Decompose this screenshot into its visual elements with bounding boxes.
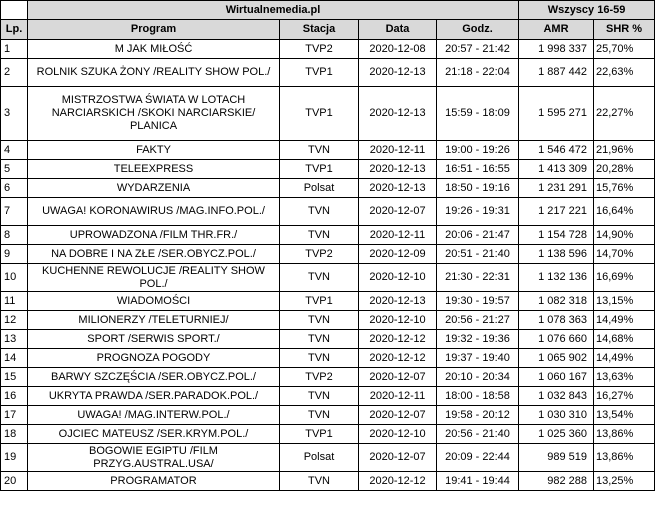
table-row [1,368,655,387]
cell-stacja: TVP2 [280,368,359,387]
cell-shr: 22,63% [594,59,655,87]
cell-godz: 20:56 - 21:27 [437,311,519,330]
cell-godz: 21:30 - 22:31 [437,264,519,292]
col-header-shr: SHR % [594,20,655,40]
cell-stacja: TVN [280,330,359,349]
cell-lp: 13 [1,330,28,349]
col-header-program: Program [28,20,280,40]
column-header-row [1,20,655,40]
cell-data: 2020-12-13 [359,179,437,198]
cell-data: 2020-12-10 [359,425,437,444]
cell-lp: 4 [1,141,28,160]
cell-amr: 1 413 309 [519,160,594,179]
cell-program: TELEEXPRESS [28,160,280,179]
cell-amr: 1 076 660 [519,330,594,349]
cell-program: OJCIEC MATEUSZ /SER.KRYM.POL./ [28,425,280,444]
cell-stacja: TVP1 [280,87,359,141]
cell-lp: 20 [1,472,28,491]
header-row-top [1,1,655,20]
cell-lp: 3 [1,87,28,141]
cell-shr: 13,54% [594,406,655,425]
cell-program: MISTRZOSTWA ŚWIATA W LOTACH NARCIARSKICH /SKOKI NARCIARSKIE/ PLANICA [28,87,280,141]
cell-program: UPROWADZONA /FILM THR.FR./ [28,226,280,245]
cell-data: 2020-12-07 [359,368,437,387]
cell-shr: 13,25% [594,472,655,491]
cell-shr: 20,28% [594,160,655,179]
cell-lp: 5 [1,160,28,179]
cell-lp: 16 [1,387,28,406]
cell-stacja: TVP1 [280,425,359,444]
cell-amr: 1 060 167 [519,368,594,387]
table-row [1,425,655,444]
cell-godz: 20:51 - 21:40 [437,245,519,264]
cell-program: PROGNOZA POGODY [28,349,280,368]
cell-stacja: TVN [280,264,359,292]
cell-stacja: TVN [280,406,359,425]
cell-data: 2020-12-09 [359,245,437,264]
cell-program: FAKTY [28,141,280,160]
cell-program: MILIONERZY /TELETURNIEJ/ [28,311,280,330]
cell-data: 2020-12-12 [359,349,437,368]
cell-data: 2020-12-10 [359,264,437,292]
cell-amr: 1 998 337 [519,40,594,59]
table-row [1,292,655,311]
cell-amr: 1 132 136 [519,264,594,292]
cell-stacja: TVN [280,226,359,245]
cell-program: ROLNIK SZUKA ŻONY /REALITY SHOW POL./ [28,59,280,87]
cell-stacja: TVN [280,387,359,406]
table-row [1,245,655,264]
cell-shr: 14,49% [594,349,655,368]
table-row [1,40,655,59]
cell-data: 2020-12-07 [359,406,437,425]
cell-shr: 13,15% [594,292,655,311]
cell-data: 2020-12-10 [359,311,437,330]
cell-shr: 16,27% [594,387,655,406]
cell-amr: 1 082 318 [519,292,594,311]
cell-lp: 9 [1,245,28,264]
cell-shr: 14,68% [594,330,655,349]
cell-shr: 16,64% [594,198,655,226]
cell-data: 2020-12-13 [359,59,437,87]
cell-program: SPORT /SERWIS SPORT./ [28,330,280,349]
table-row [1,349,655,368]
cell-shr: 13,86% [594,444,655,472]
blank-corner [1,1,28,20]
table-row [1,330,655,349]
cell-godz: 19:00 - 19:26 [437,141,519,160]
cell-amr: 989 519 [519,444,594,472]
cell-program: BARWY SZCZĘŚCIA /SER.OBYCZ.POL./ [28,368,280,387]
cell-lp: 1 [1,40,28,59]
cell-godz: 16:51 - 16:55 [437,160,519,179]
col-header-amr: AMR [519,20,594,40]
table-row [1,406,655,425]
cell-lp: 2 [1,59,28,87]
cell-stacja: TVP2 [280,245,359,264]
cell-godz: 21:18 - 22:04 [437,59,519,87]
cell-stacja: TVN [280,472,359,491]
cell-lp: 18 [1,425,28,444]
table-row [1,141,655,160]
col-header-data: Data [359,20,437,40]
cell-amr: 982 288 [519,472,594,491]
source-header: Wirtualnemedia.pl [28,1,519,20]
cell-data: 2020-12-13 [359,292,437,311]
table-row [1,264,655,292]
cell-lp: 10 [1,264,28,292]
cell-godz: 19:32 - 19:36 [437,330,519,349]
cell-program: M JAK MIŁOŚĆ [28,40,280,59]
cell-data: 2020-12-11 [359,387,437,406]
cell-data: 2020-12-11 [359,141,437,160]
cell-godz: 19:41 - 19:44 [437,472,519,491]
table-row [1,179,655,198]
cell-lp: 12 [1,311,28,330]
cell-godz: 15:59 - 18:09 [437,87,519,141]
table-body [1,40,655,491]
table-row [1,59,655,87]
cell-godz: 19:26 - 19:31 [437,198,519,226]
cell-amr: 1 030 310 [519,406,594,425]
cell-stacja: TVP2 [280,40,359,59]
cell-stacja: TVN [280,311,359,330]
cell-godz: 19:58 - 20:12 [437,406,519,425]
cell-godz: 19:30 - 19:57 [437,292,519,311]
cell-stacja: Polsat [280,179,359,198]
cell-data: 2020-12-07 [359,444,437,472]
col-header-stacja: Stacja [280,20,359,40]
cell-data: 2020-12-13 [359,87,437,141]
cell-program: WIADOMOŚCI [28,292,280,311]
cell-shr: 15,76% [594,179,655,198]
cell-lp: 11 [1,292,28,311]
cell-stacja: TVP1 [280,292,359,311]
cell-amr: 1 546 472 [519,141,594,160]
table-row [1,444,655,472]
cell-stacja: TVP1 [280,160,359,179]
table-row [1,87,655,141]
cell-shr: 14,49% [594,311,655,330]
table-row [1,226,655,245]
cell-program: UKRYTA PRAWDA /SER.PARADOK.POL./ [28,387,280,406]
cell-godz: 20:06 - 21:47 [437,226,519,245]
cell-stacja: TVN [280,141,359,160]
cell-lp: 19 [1,444,28,472]
cell-lp: 17 [1,406,28,425]
cell-shr: 21,96% [594,141,655,160]
cell-data: 2020-12-13 [359,160,437,179]
cell-data: 2020-12-12 [359,472,437,491]
cell-amr: 1 231 291 [519,179,594,198]
cell-shr: 25,70% [594,40,655,59]
cell-shr: 14,90% [594,226,655,245]
cell-godz: 20:56 - 21:40 [437,425,519,444]
cell-program: WYDARZENIA [28,179,280,198]
cell-stacja: TVN [280,198,359,226]
cell-godz: 18:00 - 18:58 [437,387,519,406]
cell-godz: 20:10 - 20:34 [437,368,519,387]
cell-amr: 1 078 363 [519,311,594,330]
col-header-godz: Godz. [437,20,519,40]
cell-stacja: TVN [280,349,359,368]
table-row [1,387,655,406]
cell-data: 2020-12-12 [359,330,437,349]
cell-program: UWAGA! KORONAWIRUS /MAG.INFO.POL./ [28,198,280,226]
group-header: Wszyscy 16-59 [519,1,655,20]
cell-godz: 20:57 - 21:42 [437,40,519,59]
cell-data: 2020-12-07 [359,198,437,226]
cell-data: 2020-12-08 [359,40,437,59]
cell-lp: 7 [1,198,28,226]
table-row [1,160,655,179]
cell-program: KUCHENNE REWOLUCJE /REALITY SHOW POL./ [28,264,280,292]
cell-stacja: TVP1 [280,59,359,87]
table-row [1,198,655,226]
cell-amr: 1 138 596 [519,245,594,264]
col-header-lp: Lp. [1,20,28,40]
cell-godz: 20:09 - 22:44 [437,444,519,472]
cell-amr: 1 887 442 [519,59,594,87]
cell-godz: 18:50 - 19:16 [437,179,519,198]
cell-stacja: Polsat [280,444,359,472]
cell-shr: 13,86% [594,425,655,444]
cell-lp: 14 [1,349,28,368]
cell-program: NA DOBRE I NA ZŁE /SER.OBYCZ.POL./ [28,245,280,264]
cell-program: UWAGA! /MAG.INTERW.POL./ [28,406,280,425]
cell-amr: 1 595 271 [519,87,594,141]
cell-amr: 1 025 360 [519,425,594,444]
cell-data: 2020-12-11 [359,226,437,245]
cell-lp: 6 [1,179,28,198]
cell-lp: 15 [1,368,28,387]
cell-shr: 14,70% [594,245,655,264]
cell-amr: 1 154 728 [519,226,594,245]
table-row [1,311,655,330]
cell-shr: 16,69% [594,264,655,292]
cell-amr: 1 032 843 [519,387,594,406]
cell-program: BOGOWIE EGIPTU /FILM PRZYG.AUSTRAL.USA/ [28,444,280,472]
cell-godz: 19:37 - 19:40 [437,349,519,368]
cell-lp: 8 [1,226,28,245]
cell-shr: 22,27% [594,87,655,141]
cell-amr: 1 217 221 [519,198,594,226]
cell-amr: 1 065 902 [519,349,594,368]
cell-shr: 13,63% [594,368,655,387]
cell-program: PROGRAMATOR [28,472,280,491]
table-row [1,472,655,491]
